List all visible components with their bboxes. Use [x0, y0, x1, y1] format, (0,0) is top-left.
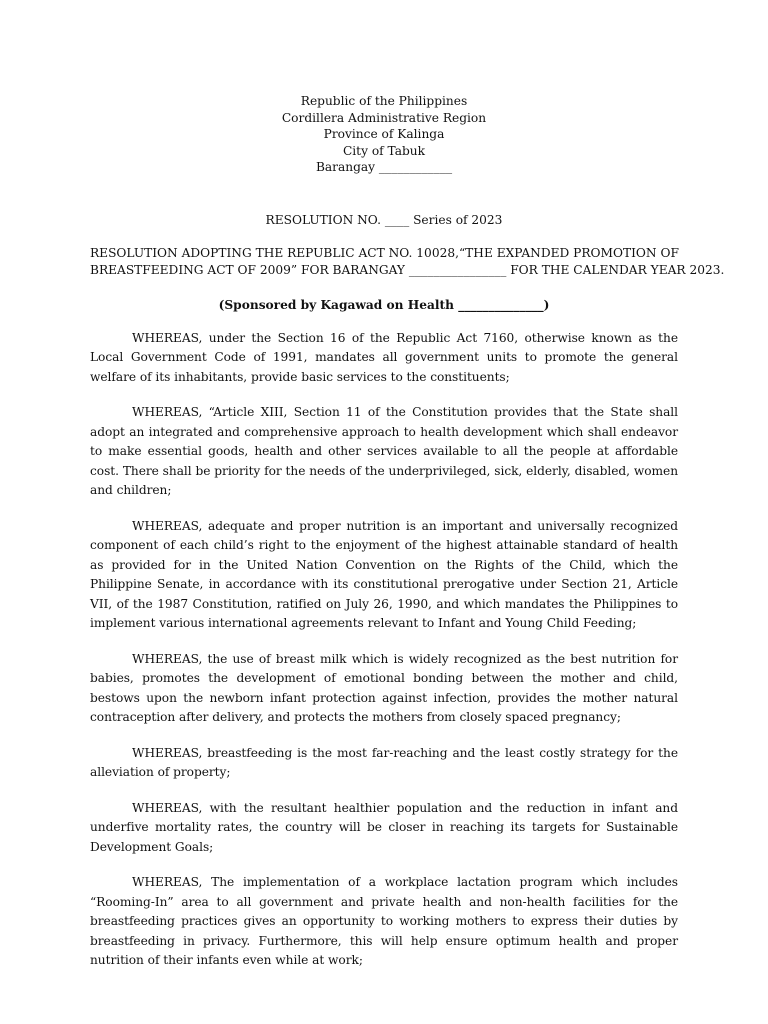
document-page: [90, 93, 725, 987]
document-header: [90, 93, 678, 176]
whereas-clause: WHEREAS, “Article XIII, Section 11 of the Constitution provides that the State shall adopt an integrated and comprehensive approach to health development which shall endeavor to make essential goods, health and other services available to all the people at affordable cost. There shall be priority for the needs of the underprivileged, sick, elderly, disabled, women and children;: [90, 405, 678, 498]
title-line-2: BREASTFEEDING ACT OF 2009” FOR BARANGAY ________________ FOR THE CALENDAR YEAR 2023.: [90, 262, 725, 277]
resolution-title: [90, 245, 725, 279]
header-region: Cordillera Administrative Region: [281, 110, 487, 125]
whereas-clause: WHEREAS, breastfeeding is the most far-reaching and the least costly strategy for the alleviation of property;: [90, 745, 678, 780]
title-line-1: RESOLUTION ADOPTING THE REPUBLIC ACT NO. 10028,“THE EXPANDED PROMOTION OF: [90, 245, 679, 260]
whereas-clause: WHEREAS, The implementation of a workplace lactation program which includes “Rooming-In” area to all government and private health and non-health facilities for the breastfeeding practices gives an opportunity to working mothers to express their duties by breastfeeding in privacy. Furthermore, this will help ensure optimum health and proper nutrition of their infants even while at work;: [90, 875, 678, 968]
whereas-clause: WHEREAS, with the resultant healthier population and the reduction in infant and underfive mortality rates, the country will be closer in reaching its targets for Sustainable Development Goals;: [90, 800, 678, 854]
whereas-clauses: [90, 329, 678, 971]
header-barangay: Barangay ____________: [315, 160, 453, 175]
sponsor-line: (Sponsored by Kagawad on Health ______________): [218, 297, 550, 312]
header-province: Province of Kalinga: [323, 127, 445, 142]
whereas-clause: WHEREAS, the use of breast milk which is widely recognized as the best nutrition for babies, promotes the development of emotional bonding between the mother and child, bestows upon the newborn infant protection against infection, provides the mother natural contraception after delivery, and protects the mothers from closely spaced pregnancy;: [90, 651, 678, 725]
resolution-number: RESOLUTION NO. ____ Series of 2023: [265, 212, 503, 227]
header-city: City of Tabuk: [342, 143, 426, 158]
header-country: Republic of the Philippines: [300, 94, 468, 108]
whereas-clause: WHEREAS, under the Section 16 of the Republic Act 7160, otherwise known as the Local Government Code of 1991, mandates all government units to promote the general welfare of its inhabitants, provide basic services to the constituents;: [90, 330, 678, 384]
whereas-clause: WHEREAS, adequate and proper nutrition is an important and universally recognized component of each child’s right to the enjoyment of the highest attainable standard of health as provided for in the United Nation Convention on the Rights of the Child, which the Philippine Senate, in accordance with its constitutional prerogative under Section 21, Article VII, of the 1987 Constitution, ratified on July 26, 1990, and which mandates the Philippines to implement various international agreements relevant to Infant and Young Child Feeding;: [90, 518, 678, 631]
